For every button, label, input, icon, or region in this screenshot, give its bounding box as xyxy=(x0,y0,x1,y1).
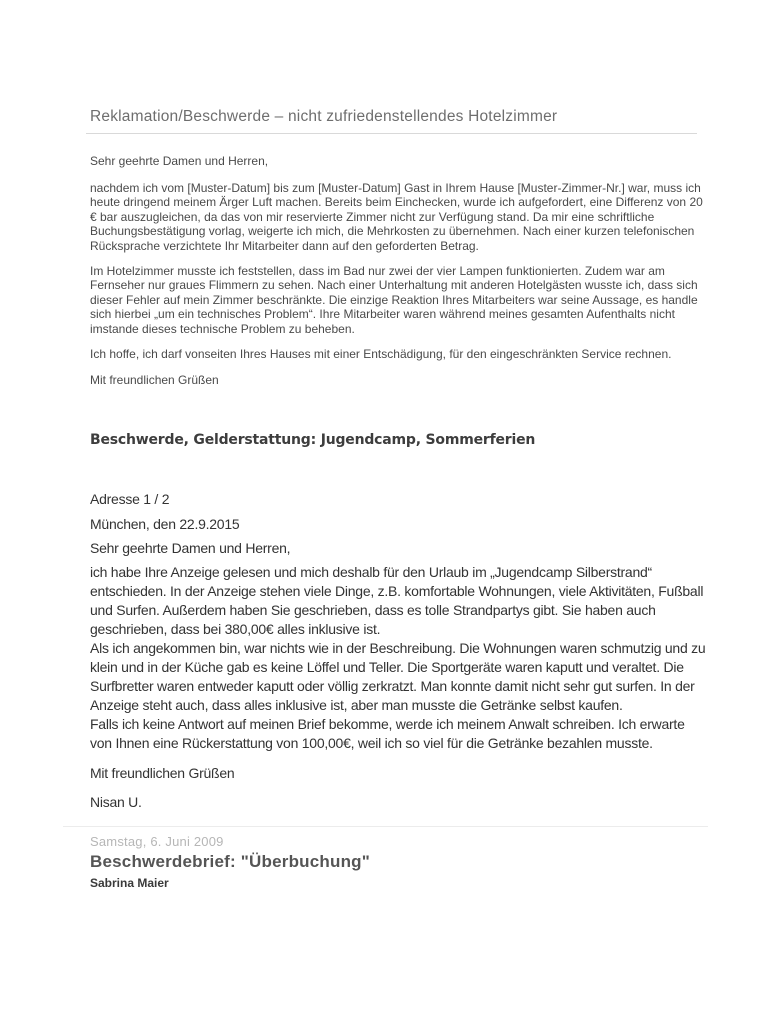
letter2-heading: Beschwerde, Gelderstattung: Jugendcamp, Sommerferien xyxy=(90,431,536,448)
letter1-paragraph-3: Ich hoffe, ich darf vonseiten Ihres Hauses mit einer Entschädigung, für den eingeschränkten Service rechnen. xyxy=(90,346,672,361)
letter2-date-line: München, den 22.9.2015 xyxy=(90,515,240,532)
letter-jugendcamp-complaint xyxy=(90,432,708,812)
letter2-address-line: Adresse 1 / 2 xyxy=(90,490,170,507)
blog-post-footer xyxy=(90,826,708,890)
letter2-signature: Nisan U. xyxy=(90,793,142,810)
letter1-paragraph-2: Im Hotelzimmer musste ich feststellen, dass im Bad nur zwei der vier Lampen funktionierten. Zudem war am Fernseher nur graues Flimmern zu sehen. Nach einer Unterhaltung mit anderen Hotelgästen wusste ich, dass sich dieser Fehler auf mein Zimmer beschränkte. Die einzige Reaktion Ihres Mitarbeiters war seine Aussage, es handle sich hierbei „um ein technisches Problem“. Ihre Mitarbeiter waren während meines gesamten Aufenthalts nicht imstande dieses technische Problem zu beheben. xyxy=(90,263,698,336)
letter-hotel-complaint xyxy=(90,108,708,388)
blog-post-title: Beschwerdebrief: "Überbuchung" xyxy=(90,851,370,871)
letter1-title: Reklamation/Beschwerde – nicht zufriedenstellendes Hotelzimmer xyxy=(90,108,558,125)
blog-post-date: Samstag, 6. Juni 2009 xyxy=(90,833,224,849)
title-divider xyxy=(86,133,697,134)
letter2-salutation: Sehr geehrte Damen und Herren, xyxy=(90,539,291,556)
letter2-paragraph-1: ich habe Ihre Anzeige gelesen und mich deshalb für den Urlaub im „Jugendcamp Silberstrand“ entschieden. In der Anzeige stehen viele Dinge, z.B. komfortable Wohnungen, viele Aktivitäten, Fußball und Surfen. Außerdem haben Sie geschrieben, dass es tolle Strandpartys gibt. Sie haben auch geschrieben, dass bei 380,00€ alles inklusive ist. xyxy=(90,563,704,637)
letter2-paragraph-3: Falls ich keine Antwort auf meinen Brief bekomme, werde ich meinem Anwalt schreiben. Ich erwarte von Ihnen eine Rückerstattung von 100,00€, weil ich so viel für die Getränke bezahlen musste. xyxy=(90,715,685,751)
letter1-salutation: Sehr geehrte Damen und Herren, xyxy=(90,154,269,168)
footer-divider xyxy=(63,826,708,827)
letter1-closing: Mit freundlichen Grüßen xyxy=(90,373,219,388)
letter2-paragraph-2: Als ich angekommen bin, war nichts wie in der Beschreibung. Die Wohnungen waren schmutzig und zu klein und in der Küche gab es keine Löffel und Teller. Die Sportgeräte waren kaputt und veraltet. Die Surfbretter waren entweder kaputt oder völlig zerkratzt. Man konnte damit nicht sehr gut surfen. In der Anzeige steht auch, dass alles inklusive ist, aber man musste die Getränke selbst kaufen. xyxy=(90,639,706,713)
blog-post-author: Sabrina Maier xyxy=(90,875,169,890)
letter1-paragraph-1: nachdem ich vom [Muster-Datum] bis zum [Muster-Datum] Gast in Ihrem Hause [Muster-Zimmer-Nr.] war, muss ich heute dringend meinem Ärger Luft machen. Bereits beim Einchecken, wurde ich aufgefordert, eine Differenz von 20 € bar auszugleichen, da das von mir reservierte Zimmer nicht zur Verfügung stand. Da mir eine schriftliche Buchungsbestätigung vorlag, weigerte ich mich, die Mehrkosten zu übernehmen. Nach einer kurzen telefonischen Rücksprache verzichtete Ihr Mitarbeiter dann auf den geforderten Betrag. xyxy=(90,180,703,253)
letter2-closing: Mit freundlichen Grüßen xyxy=(90,764,235,781)
